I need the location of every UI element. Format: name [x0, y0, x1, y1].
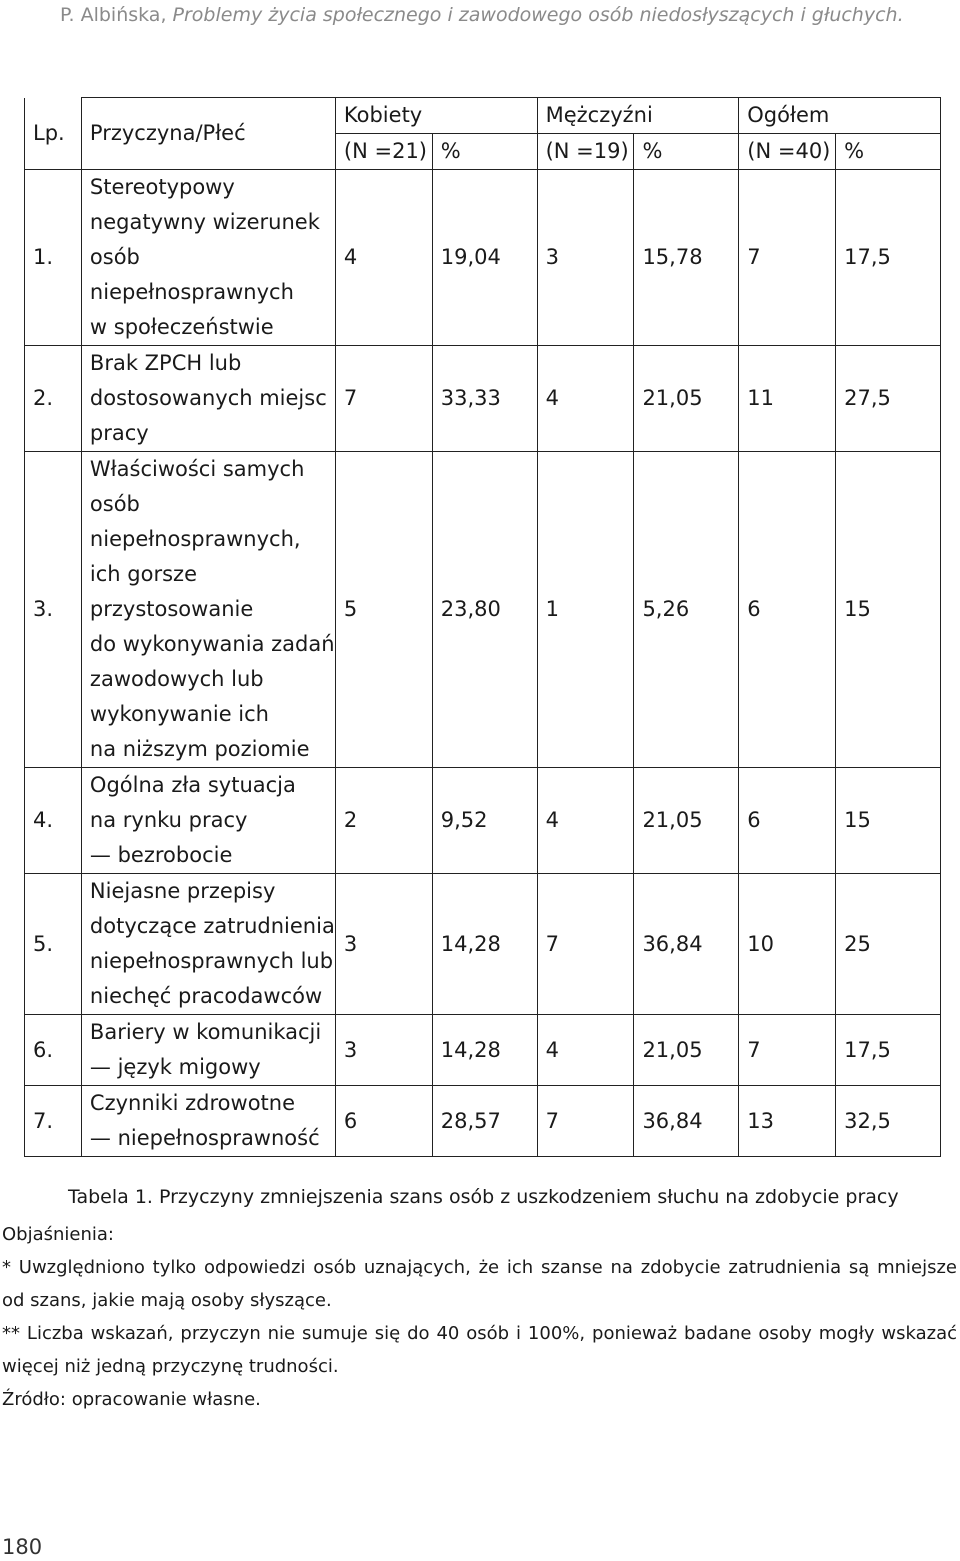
header-author: P. Albińska,	[60, 4, 173, 26]
note-1: * Uwzględniono tylko odpowiedzi osób uznających, że ich szanse na zdobycie zatrudnienia są mniejsze od szans, jakie mają osoby słyszące.	[2, 1257, 957, 1311]
women-percent: 9,52	[432, 768, 537, 874]
table-row	[25, 1015, 941, 1086]
table-row	[25, 170, 941, 346]
cause-line: dotyczące zatrudnienia	[89, 914, 335, 938]
cause-line: w społeczeństwie	[89, 315, 274, 339]
men-count: 1	[537, 452, 634, 768]
men-percent: 36,84	[634, 874, 739, 1015]
women-percent: 14,28	[432, 1015, 537, 1086]
cause-line: Czynniki zdrowotne	[89, 1091, 296, 1115]
total-percent: 15	[836, 452, 941, 768]
men-count: 4	[537, 1015, 634, 1086]
subheader-women-pct: %	[432, 134, 537, 170]
women-count: 7	[335, 346, 432, 452]
row-cause	[81, 1015, 335, 1086]
row-number: 7.	[25, 1086, 82, 1157]
table-row	[25, 874, 941, 1015]
cause-line: pracy	[89, 421, 149, 445]
header-title: Problemy życia społecznego i zawodowego osób niedosłyszących i głuchych.	[172, 4, 904, 26]
total-percent: 25	[836, 874, 941, 1015]
total-count: 7	[739, 170, 836, 346]
women-count: 4	[335, 170, 432, 346]
cause-line: zawodowych lub	[89, 667, 264, 691]
cause-line: niepełnosprawnych lub	[89, 949, 334, 973]
row-cause	[81, 874, 335, 1015]
women-percent: 14,28	[432, 874, 537, 1015]
notes-heading: Objaśnienia:	[2, 1224, 114, 1245]
men-percent: 21,05	[634, 1015, 739, 1086]
women-count: 3	[335, 874, 432, 1015]
row-cause	[81, 1086, 335, 1157]
cause-line: przystosowanie	[89, 597, 254, 621]
row-cause	[81, 452, 335, 768]
cause-line: niepełnosprawnych	[89, 280, 294, 304]
total-percent: 17,5	[836, 170, 941, 346]
men-percent: 5,26	[634, 452, 739, 768]
cause-line: Ogólna zła sytuacja	[89, 773, 296, 797]
men-percent: 21,05	[634, 346, 739, 452]
note-2: ** Liczba wskazań, przyczyn nie sumuje się do 40 osób i 100%, ponieważ badane osoby mogły wskazać więcej niż jedną przyczynę trudności.	[2, 1323, 957, 1377]
row-cause	[81, 768, 335, 874]
table-row	[25, 346, 941, 452]
table-header-row	[25, 98, 941, 134]
cause-line: Stereotypowy	[89, 175, 235, 199]
row-number: 3.	[25, 452, 82, 768]
col-header-lp: Lp.	[25, 98, 82, 170]
cause-line: negatywny wizerunek	[89, 210, 320, 234]
table-caption: Tabela 1. Przyczyny zmniejszenia szans osób z uszkodzeniem słuchu na zdobycie pracy	[68, 1186, 899, 1208]
women-percent: 19,04	[432, 170, 537, 346]
men-count: 4	[537, 346, 634, 452]
row-number: 2.	[25, 346, 82, 452]
col-header-total: Ogółem	[739, 98, 941, 134]
row-number: 4.	[25, 768, 82, 874]
men-count: 7	[537, 1086, 634, 1157]
men-count: 3	[537, 170, 634, 346]
total-count: 6	[739, 768, 836, 874]
total-percent: 32,5	[836, 1086, 941, 1157]
total-count: 7	[739, 1015, 836, 1086]
men-percent: 36,84	[634, 1086, 739, 1157]
women-count: 5	[335, 452, 432, 768]
cause-line: na niższym poziomie	[89, 737, 310, 761]
row-cause	[81, 170, 335, 346]
cause-line: Właściwości samych	[89, 457, 305, 481]
source-note: Źródło: opracowanie własne.	[2, 1389, 261, 1410]
subheader-women-n: (N =21)	[335, 134, 432, 170]
running-header	[60, 4, 904, 26]
cause-line: niechęć pracodawców	[89, 984, 323, 1008]
cause-line: — niepełnosprawność	[89, 1126, 320, 1150]
subheader-total-pct: %	[836, 134, 941, 170]
table-row	[25, 1086, 941, 1157]
men-percent: 15,78	[634, 170, 739, 346]
col-header-men: Mężczyźni	[537, 98, 739, 134]
men-count: 4	[537, 768, 634, 874]
table-row	[25, 452, 941, 768]
subheader-total-n: (N =40)	[739, 134, 836, 170]
cause-line: dostosowanych miejsc	[89, 386, 327, 410]
women-percent: 33,33	[432, 346, 537, 452]
row-number: 5.	[25, 874, 82, 1015]
women-count: 6	[335, 1086, 432, 1157]
cause-line: niepełnosprawnych,	[89, 527, 301, 551]
men-count: 7	[537, 874, 634, 1015]
women-count: 2	[335, 768, 432, 874]
row-cause	[81, 346, 335, 452]
total-count: 11	[739, 346, 836, 452]
page-number: 180	[2, 1535, 43, 1559]
total-count: 10	[739, 874, 836, 1015]
cause-line: — bezrobocie	[89, 843, 233, 867]
cause-line: osób	[89, 492, 140, 516]
total-percent: 27,5	[836, 346, 941, 452]
cause-line: do wykonywania zadań	[89, 632, 335, 656]
cause-line: wykonywanie ich	[89, 702, 269, 726]
subheader-men-pct: %	[634, 134, 739, 170]
cause-line: Bariery w komunikacji	[89, 1020, 322, 1044]
notes-block	[2, 1218, 957, 1416]
total-percent: 17,5	[836, 1015, 941, 1086]
cause-line: na rynku pracy	[89, 808, 248, 832]
women-count: 3	[335, 1015, 432, 1086]
cause-line: Brak ZPCH lub	[89, 351, 242, 375]
women-percent: 23,80	[432, 452, 537, 768]
men-percent: 21,05	[634, 768, 739, 874]
subheader-men-n: (N =19)	[537, 134, 634, 170]
cause-line: Niejasne przepisy	[89, 879, 276, 903]
col-header-cause: Przyczyna/Płeć	[81, 98, 335, 170]
women-percent: 28,57	[432, 1086, 537, 1157]
row-number: 1.	[25, 170, 82, 346]
causes-table	[24, 97, 941, 1157]
total-percent: 15	[836, 768, 941, 874]
col-header-women: Kobiety	[335, 98, 537, 134]
cause-line: — język migowy	[89, 1055, 261, 1079]
total-count: 6	[739, 452, 836, 768]
total-count: 13	[739, 1086, 836, 1157]
cause-line: ich gorsze	[89, 562, 197, 586]
table-row	[25, 768, 941, 874]
cause-line: osób	[89, 245, 140, 269]
row-number: 6.	[25, 1015, 82, 1086]
